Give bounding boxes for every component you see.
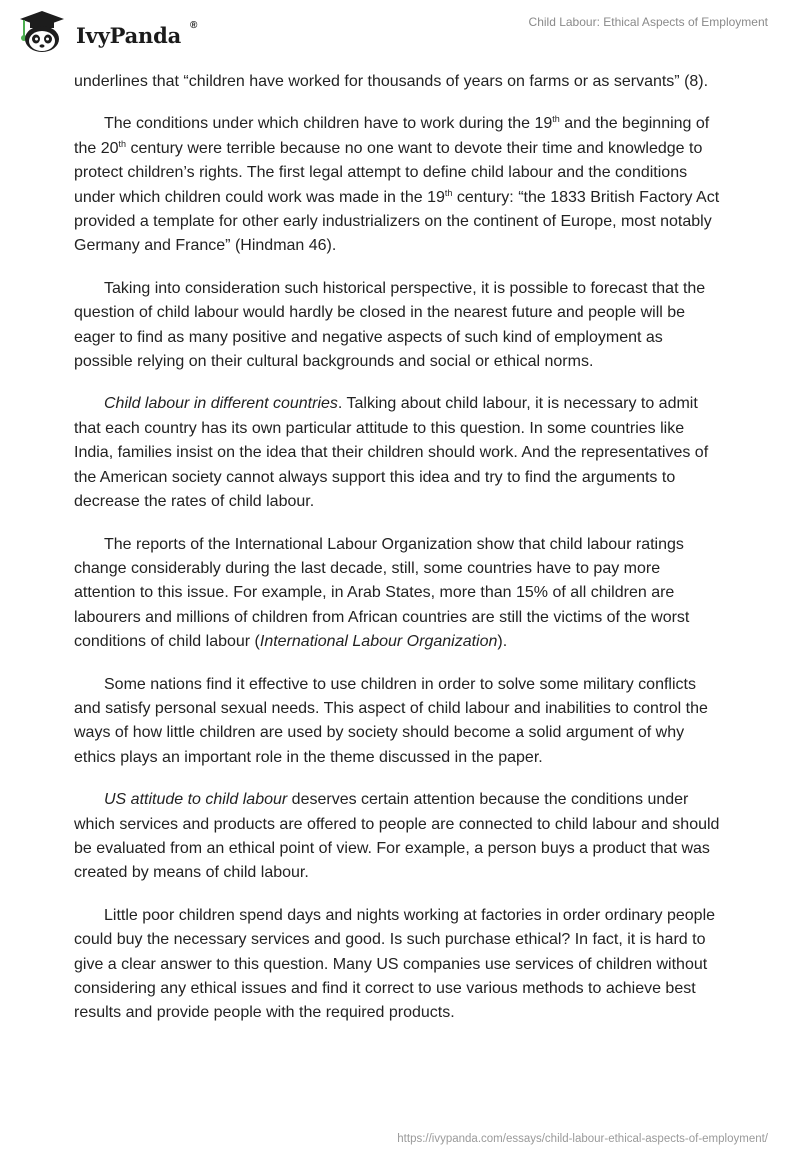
- superscript-th: th: [552, 114, 560, 125]
- essay-body: [74, 70, 724, 1044]
- paragraph-5: [74, 533, 724, 655]
- paragraph-2-text-d: century: “the 1833 British Factory Act provided a template for other early industrializers on the continent of Europe, most notably Germany and France” (Hindman 46).: [74, 188, 720, 255]
- superscript-th: th: [444, 187, 453, 198]
- paragraph-4: [74, 392, 724, 514]
- section-heading-countries: Child labour in different countries: [104, 395, 338, 413]
- paragraph-2-text-a: The conditions under which children have to work during the 19: [104, 115, 553, 133]
- source-url-link[interactable]: https://ivypanda.com/essays/child-labour-ethical-aspects-of-employment/: [397, 1133, 768, 1145]
- document-title: Child Labour: Ethical Aspects of Employment: [528, 15, 768, 29]
- paragraph-7: [74, 788, 724, 886]
- section-heading-us-attitude: US attitude to child labour: [104, 791, 288, 809]
- ivypanda-logo[interactable]: [14, 10, 204, 54]
- paragraph-7-text: deserves certain attention because the conditions under which services and products are offered to people are connected to child labour and should be evaluated from an ethical point of view. For example, a person buys a product that was created by means of child labour.: [74, 791, 720, 882]
- paragraph-4-text: . Talking about child labour, it is necessary to admit that each country has its own particular attitude to this question. In some countries like India, families insist on the idea that their children should work. And the representatives of the American society cannot always support this idea and try to find the arguments to decrease the rates of child labour.: [74, 395, 709, 511]
- brand-name: IvyPanda: [76, 23, 182, 48]
- panda-graduation-icon: [14, 10, 70, 54]
- paragraph-6: Some nations find it effective to use children in order to solve some military conflicts and satisfy personal sexual needs. This aspect of child labour and inabilities to control the ways of how little children are used by society should become a solid argument of why ethics plays an important role in the theme discussed in the paper.: [74, 675, 708, 766]
- paragraph-3: Taking into consideration such historical perspective, it is possible to forecast that the question of child labour would hardly be closed in the nearest future and people will be eager to find as many positive and negative aspects of such kind of employment as possible relying on their cultural backgrounds and social or ethical norms.: [74, 279, 706, 371]
- page-header: [0, 0, 800, 70]
- paragraph-5-text-a: The reports of the International Labour Organization show that child labour ratings change considerably during the last decade, still, some countries have to pay more attention to this issue. For example, in Arab States, more than 15% of all children are labourers and millions of children from African countries are still the victims of the worst conditions of child labour (: [74, 535, 690, 651]
- paragraph-1: underlines that “children have worked for thousands of years on farms or as servants” (8).: [74, 73, 709, 90]
- paragraph-2-text-b: and the beginning of the 20: [74, 115, 710, 157]
- superscript-th: th: [118, 138, 126, 149]
- paragraph-2: [74, 112, 724, 258]
- paragraph-5-text-b: ).: [497, 633, 508, 651]
- citation-ilo: International Labour Organization: [259, 633, 498, 651]
- paragraph-2-text-c: century were terrible because no one want to devote their time and knowledge to protect children’s rights. The first legal attempt to define child labour and the conditions under which children could work was made in the 19: [74, 139, 703, 206]
- registered-mark: ®: [190, 20, 198, 31]
- paragraph-8: Little poor children spend days and nights working at factories in order ordinary people could buy the necessary services and good. Is such purchase ethical? In fact, it is hard to give a clear answer to this question. Many US companies use services of children without considering any ethical issues and find it correct to use various methods to achieve best results and provide people with the required products.: [74, 906, 716, 1022]
